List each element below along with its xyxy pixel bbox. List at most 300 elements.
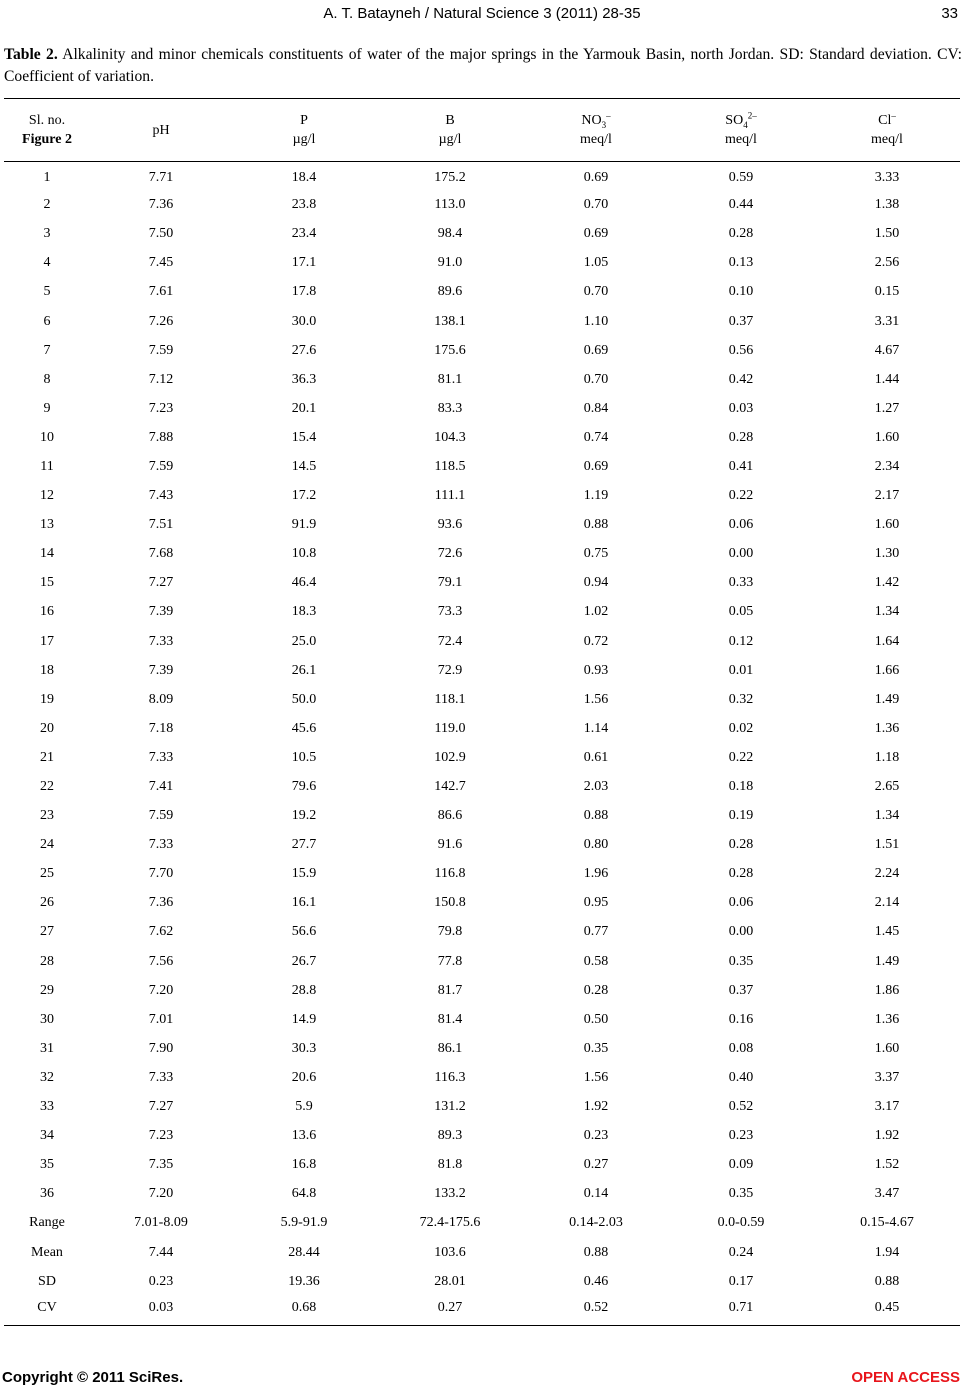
table-cell: 1.60 — [874, 1040, 900, 1056]
table-cell: 119.0 — [434, 720, 466, 736]
table-cell: 1.92 — [874, 1128, 900, 1144]
table-cell: 14.9 — [291, 1011, 317, 1027]
table-cell: 17.8 — [291, 284, 317, 300]
table-row — [4, 307, 960, 336]
table-cell: 30.3 — [291, 1040, 317, 1056]
table-cell: 26.1 — [291, 662, 317, 678]
table-cell: 1.86 — [874, 982, 900, 998]
table-cell: 35 — [40, 1157, 54, 1173]
table-row — [4, 540, 960, 569]
table-cell: 7.59 — [148, 808, 174, 824]
table-cell: 1.05 — [583, 255, 609, 271]
table-cell: 0.70 — [583, 284, 609, 300]
table-row — [4, 1296, 960, 1325]
table-row — [4, 1063, 960, 1092]
table-cell: 1.44 — [874, 371, 900, 387]
table-cell: 91.6 — [437, 837, 463, 853]
table-row — [4, 423, 960, 452]
table-row — [4, 1151, 960, 1180]
table-row — [4, 685, 960, 714]
table-cell: 1.30 — [874, 546, 900, 562]
table-cell: 1.18 — [874, 749, 900, 765]
table-cell: 0.28 — [583, 982, 609, 998]
table-cell: 2 — [43, 197, 51, 213]
table-cell: 0.69 — [583, 226, 609, 242]
table-cell: 3.17 — [874, 1099, 900, 1115]
table-row — [4, 394, 960, 423]
table-row — [4, 191, 960, 220]
table-cell: 0.84 — [583, 400, 609, 416]
table-cell: 22 — [40, 779, 54, 795]
running-title: A. T. Batayneh / Natural Science 3 (2011) 28-35 — [323, 5, 641, 22]
table-cell: 7.33 — [148, 749, 174, 765]
table-cell: 0.13 — [728, 255, 754, 271]
table-cell: 116.3 — [434, 1069, 466, 1085]
table-cell: 0.58 — [583, 953, 609, 969]
table-cell: 0.14 — [583, 1186, 609, 1202]
table-cell: 0.03 — [728, 400, 754, 416]
table-cell: 45.6 — [291, 720, 317, 736]
table-cell: 81.8 — [437, 1157, 463, 1173]
table-row — [4, 889, 960, 918]
table-cell: 14.5 — [291, 458, 317, 474]
table-cell: 111.1 — [434, 488, 466, 504]
table-cell: 7 — [43, 342, 51, 358]
table-header — [4, 99, 960, 162]
table-cell: 1.34 — [874, 604, 900, 620]
table-cell: 2.56 — [874, 255, 900, 271]
table-cell: 56.6 — [291, 924, 317, 940]
table-row — [4, 947, 960, 976]
table-cell: 0.70 — [583, 197, 609, 213]
table-cell: 1.49 — [874, 953, 900, 969]
table-cell: CV — [37, 1300, 57, 1316]
table-cell: 0.88 — [583, 517, 609, 533]
table-cell: 77.8 — [437, 953, 463, 969]
table-row — [4, 1005, 960, 1034]
table-cell: 11 — [40, 458, 54, 474]
table-row — [4, 482, 960, 511]
table-cell: 7.01-8.09 — [134, 1215, 188, 1231]
table-cell: 5 — [43, 284, 51, 300]
table-cell: 16.8 — [291, 1157, 317, 1173]
table-cell: 0.56 — [728, 342, 754, 358]
table-cell: 118.5 — [434, 458, 466, 474]
table-cell: 91.0 — [437, 255, 463, 271]
table-cell: 1.56 — [583, 691, 609, 707]
table-cell: 0.05 — [728, 604, 754, 620]
table-cell: 0.71 — [728, 1300, 754, 1316]
table-row — [4, 802, 960, 831]
table-cell: 0.02 — [728, 720, 754, 736]
table-cell: 7.59 — [148, 458, 174, 474]
table-cell: 0.41 — [728, 458, 754, 474]
table-cell: 175.2 — [434, 170, 466, 186]
table-body — [4, 162, 960, 1326]
table-cell: 0.59 — [728, 170, 754, 186]
table-cell: 0.35 — [728, 953, 754, 969]
table-cell: 0.23 — [583, 1128, 609, 1144]
table-cell: 79.6 — [291, 779, 317, 795]
table-cell: 0.50 — [583, 1011, 609, 1027]
table-cell: 7.62 — [148, 924, 174, 940]
table-cell: 7.33 — [148, 837, 174, 853]
table-cell: 72.4 — [437, 633, 463, 649]
table-row — [4, 656, 960, 685]
table-cell: 31 — [40, 1040, 54, 1056]
table-cell: 7.41 — [148, 779, 174, 795]
table-cell: 29 — [40, 982, 54, 998]
table-cell: 0.22 — [728, 749, 754, 765]
table-cell: 0.37 — [728, 313, 754, 329]
table-cell: 175.6 — [434, 342, 466, 358]
table-row — [4, 976, 960, 1005]
table-cell: 0.72 — [583, 633, 609, 649]
table-cell: 0.09 — [728, 1157, 754, 1173]
table-cell: 28.01 — [434, 1273, 466, 1289]
table-cell: 81.4 — [437, 1011, 463, 1027]
table-cell: 1.96 — [583, 866, 609, 882]
table-cell: 0.46 — [583, 1273, 609, 1289]
table-cell: 28 — [40, 953, 54, 969]
table-cell: 25.0 — [291, 633, 317, 649]
table-cell: 23.8 — [291, 197, 317, 213]
table-cell: 24 — [40, 837, 54, 853]
table-row — [4, 743, 960, 772]
table-row — [4, 1180, 960, 1209]
table-cell: 1.02 — [583, 604, 609, 620]
table-row — [4, 1209, 960, 1238]
running-head — [0, 5, 964, 27]
table-cell: 7.23 — [148, 1128, 174, 1144]
table-cell: 25 — [40, 866, 54, 882]
table-cell: 0.35 — [728, 1186, 754, 1202]
table-cell: 113.0 — [434, 197, 466, 213]
table-cell: 16 — [40, 604, 54, 620]
table-cell: 17 — [40, 633, 54, 649]
table-cell: 103.6 — [434, 1244, 466, 1260]
table-cell: 0.77 — [583, 924, 609, 940]
table-cell: 3.37 — [874, 1069, 900, 1085]
table-cell: 0.15-4.67 — [860, 1215, 914, 1231]
table-cell: 6 — [43, 313, 51, 329]
table-cell: 7.33 — [148, 633, 174, 649]
table-cell: 0.52 — [583, 1300, 609, 1316]
table-cell: 17.2 — [291, 488, 317, 504]
page-number: 33 — [941, 5, 958, 22]
table-row — [4, 1034, 960, 1063]
table-cell: 12 — [40, 488, 54, 504]
table-row — [4, 831, 960, 860]
table-cell: 0.40 — [728, 1069, 754, 1085]
table-cell: 7.90 — [148, 1040, 174, 1056]
table-cell: 0.27 — [437, 1300, 463, 1316]
column-header-no3: $NO_3^-$ meq/l — [580, 110, 612, 147]
table-cell: 72.6 — [437, 546, 463, 562]
table-cell: 1.27 — [874, 400, 900, 416]
table-cell: 93.6 — [437, 517, 463, 533]
table-cell: 1.60 — [874, 517, 900, 533]
table-cell: 0.23 — [728, 1128, 754, 1144]
table-cell: 1.56 — [583, 1069, 609, 1085]
table-cell: 23 — [40, 808, 54, 824]
table-cell: 2.65 — [874, 779, 900, 795]
table-row — [4, 278, 960, 307]
table-cell: 23.4 — [291, 226, 317, 242]
column-header-so4: $SO_4^{2-}$ meq/l — [725, 110, 757, 147]
table-cell: 0.69 — [583, 170, 609, 186]
table-cell: Range — [29, 1215, 65, 1231]
table-cell: 1.66 — [874, 662, 900, 678]
table-cell: 7.45 — [148, 255, 174, 271]
table-cell: 3 — [43, 226, 51, 242]
table-row — [4, 772, 960, 801]
table-cell: 0.16 — [728, 1011, 754, 1027]
table-cell: 64.8 — [291, 1186, 317, 1202]
table-cell: 14 — [40, 546, 54, 562]
table-cell: 19.36 — [288, 1273, 320, 1289]
table-cell: 30.0 — [291, 313, 317, 329]
table-cell: 28.44 — [288, 1244, 320, 1260]
table-cell: 104.3 — [434, 429, 466, 445]
table-cell: 0.42 — [728, 371, 754, 387]
table-cell: 26 — [40, 895, 54, 911]
table-cell: 13.6 — [291, 1128, 317, 1144]
table-cell: 27 — [40, 924, 54, 940]
table-cell: 150.8 — [434, 895, 466, 911]
table-cell: 0.94 — [583, 575, 609, 591]
table-cell: 20.1 — [291, 400, 317, 416]
table-cell: 0.88 — [874, 1273, 900, 1289]
table-cell: 1.14 — [583, 720, 609, 736]
table-cell: 1.36 — [874, 1011, 900, 1027]
table-row — [4, 452, 960, 481]
table-cell: 2.24 — [874, 866, 900, 882]
table-row — [4, 569, 960, 598]
table-cell: 1.45 — [874, 924, 900, 940]
table-cell: 7.71 — [148, 170, 174, 186]
table-cell: 15 — [40, 575, 54, 591]
table-cell: 79.8 — [437, 924, 463, 940]
column-header-ph: pH — [152, 122, 170, 138]
table-cell: 133.2 — [434, 1186, 466, 1202]
table-row — [4, 1122, 960, 1151]
table-cell: 86.6 — [437, 808, 463, 824]
table-cell: 7.18 — [148, 720, 174, 736]
table-cell: 89.6 — [437, 284, 463, 300]
table-cell: 7.39 — [148, 662, 174, 678]
header-row — [4, 99, 960, 162]
table-cell: 0.80 — [583, 837, 609, 853]
table-cell: 17.1 — [291, 255, 317, 271]
table-cell: 1 — [43, 170, 51, 186]
table-cell: 1.10 — [583, 313, 609, 329]
table-cell: 0.32 — [728, 691, 754, 707]
table-cell: 20 — [40, 720, 54, 736]
table-cell: 118.1 — [434, 691, 466, 707]
table-cell: 0.33 — [728, 575, 754, 591]
table-cell: 0.00 — [728, 546, 754, 562]
table-row — [4, 1238, 960, 1267]
table-cell: 4.67 — [874, 342, 900, 358]
table-cell: 0.74 — [583, 429, 609, 445]
table-cell: 7.12 — [148, 371, 174, 387]
table-cell: 46.4 — [291, 575, 317, 591]
table-cell: 21 — [40, 749, 54, 765]
table-cell: 0.08 — [728, 1040, 754, 1056]
table-cell: 7.39 — [148, 604, 174, 620]
table-row — [4, 598, 960, 627]
table-cell: 10.8 — [291, 546, 317, 562]
table-cell: 83.3 — [437, 400, 463, 416]
column-header-sl-no: Sl. no. Figure 2 — [22, 113, 72, 147]
table-cell: 1.52 — [874, 1157, 900, 1173]
table-cell: 7.36 — [148, 895, 174, 911]
table-cell: 0.15 — [874, 284, 900, 300]
table-cell: 3.33 — [874, 170, 900, 186]
table-cell: 7.27 — [148, 1099, 174, 1115]
table-cell: 0.19 — [728, 808, 754, 824]
caption-text: Alkalinity and minor chemicals constituents of water of the major springs in the Yarmouk Basin, north Jordan. SD: Standard deviation. CV: Coefficient of variation. — [4, 46, 962, 85]
table-cell: 2.34 — [874, 458, 900, 474]
table-cell: 0.0-0.59 — [717, 1215, 765, 1231]
table-cell: 1.42 — [874, 575, 900, 591]
table-cell: 0.22 — [728, 488, 754, 504]
table-cell: 7.27 — [148, 575, 174, 591]
table-cell: 2.03 — [583, 779, 609, 795]
table-cell: 1.64 — [874, 633, 900, 649]
table-cell: 13 — [40, 517, 54, 533]
table-cell: 2.17 — [874, 488, 900, 504]
data-table — [4, 98, 960, 1326]
table-cell: 28.8 — [291, 982, 317, 998]
table-cell: 32 — [40, 1069, 54, 1085]
table-cell: 89.3 — [437, 1128, 463, 1144]
table-cell: 27.6 — [291, 342, 317, 358]
table-cell: 0.52 — [728, 1099, 754, 1115]
table-cell: 7.51 — [148, 517, 174, 533]
table-cell: 102.9 — [434, 749, 466, 765]
table-row — [4, 1267, 960, 1296]
table-cell: 0.68 — [291, 1300, 317, 1316]
table-cell: 0.28 — [728, 429, 754, 445]
table-cell: 1.49 — [874, 691, 900, 707]
table-cell: 7.44 — [148, 1244, 174, 1260]
table-cell: 7.61 — [148, 284, 174, 300]
table-row — [4, 511, 960, 540]
table-cell: 73.3 — [437, 604, 463, 620]
table-row — [4, 162, 960, 191]
table-cell: 7.43 — [148, 488, 174, 504]
table-cell: 79.1 — [437, 575, 463, 591]
table-cell: 0.75 — [583, 546, 609, 562]
table-cell: 0.17 — [728, 1273, 754, 1289]
table-cell: 18 — [40, 662, 54, 678]
table-cell: 5.9-91.9 — [280, 1215, 328, 1231]
table-cell: 7.70 — [148, 866, 174, 882]
table-cell: 7.35 — [148, 1157, 174, 1173]
table-row — [4, 365, 960, 394]
table-cell: 0.10 — [728, 284, 754, 300]
table-cell: 0.45 — [874, 1300, 900, 1316]
table-cell: 34 — [40, 1128, 54, 1144]
table-cell: 0.28 — [728, 866, 754, 882]
table-cell: 1.92 — [583, 1099, 609, 1115]
table-cell: 7.33 — [148, 1069, 174, 1085]
table-cell: 98.4 — [437, 226, 463, 242]
table-cell: 1.38 — [874, 197, 900, 213]
table-cell: 0.69 — [583, 342, 609, 358]
table-cell: 0.35 — [583, 1040, 609, 1056]
table-cell: 0.93 — [583, 662, 609, 678]
table-cell: 7.36 — [148, 197, 174, 213]
table-cell: 2.14 — [874, 895, 900, 911]
table-cell: 0.44 — [728, 197, 754, 213]
table-cell: 7.68 — [148, 546, 174, 562]
column-header-cl: Cl– meq/l — [871, 110, 903, 147]
table-cell: 0.95 — [583, 895, 609, 911]
table-row — [4, 918, 960, 947]
table-cell: 26.7 — [291, 953, 317, 969]
table-cell: 0.00 — [728, 924, 754, 940]
table-cell: 1.36 — [874, 720, 900, 736]
table-cell: 4 — [43, 255, 51, 271]
table-cell: 8 — [43, 371, 51, 387]
table-cell: 116.8 — [434, 866, 466, 882]
table-cell: 15.4 — [291, 429, 317, 445]
table-cell: 19.2 — [291, 808, 317, 824]
table-cell: 20.6 — [291, 1069, 317, 1085]
table-cell: 0.12 — [728, 633, 754, 649]
table-cell: 7.59 — [148, 342, 174, 358]
table-cell: 7.20 — [148, 1186, 174, 1202]
table-cell: 1.34 — [874, 808, 900, 824]
table-cell: SD — [38, 1273, 56, 1289]
table-row — [4, 627, 960, 656]
table-cell: 7.50 — [148, 226, 174, 242]
table-cell: 7.88 — [148, 429, 174, 445]
table-cell: 81.7 — [437, 982, 463, 998]
column-header-b: B µg/l — [438, 113, 462, 147]
table-cell: 0.61 — [583, 749, 609, 765]
table-cell: 0.18 — [728, 779, 754, 795]
table-cell: 72.9 — [437, 662, 463, 678]
column-header-p: P µg/l — [292, 113, 316, 147]
table-cell: 0.24 — [728, 1244, 754, 1260]
table-cell: 7.01 — [148, 1011, 174, 1027]
table-cell: 10 — [40, 429, 54, 445]
table-cell: 0.23 — [148, 1273, 174, 1289]
copyright-notice: Copyright © 2011 SciRes. — [2, 1369, 184, 1386]
table-cell: 142.7 — [434, 779, 466, 795]
table-cell: 3.47 — [874, 1186, 900, 1202]
table-cell: 86.1 — [437, 1040, 463, 1056]
table-cell: 1.50 — [874, 226, 900, 242]
table-cell: 131.2 — [434, 1099, 466, 1115]
table-cell: 16.1 — [291, 895, 317, 911]
table-cell: 10.5 — [291, 749, 317, 765]
table-cell: 7.56 — [148, 953, 174, 969]
table-cell: 3.31 — [874, 313, 900, 329]
table-cell: 1.94 — [874, 1244, 900, 1260]
table-cell: 0.88 — [583, 1244, 609, 1260]
table-cell: 33 — [40, 1099, 54, 1115]
table-cell: 0.88 — [583, 808, 609, 824]
table-cell: 0.03 — [148, 1300, 174, 1316]
table-cell: 1.60 — [874, 429, 900, 445]
table-label: Table 2. — [4, 46, 58, 63]
table-cell: 72.4-175.6 — [419, 1215, 481, 1231]
